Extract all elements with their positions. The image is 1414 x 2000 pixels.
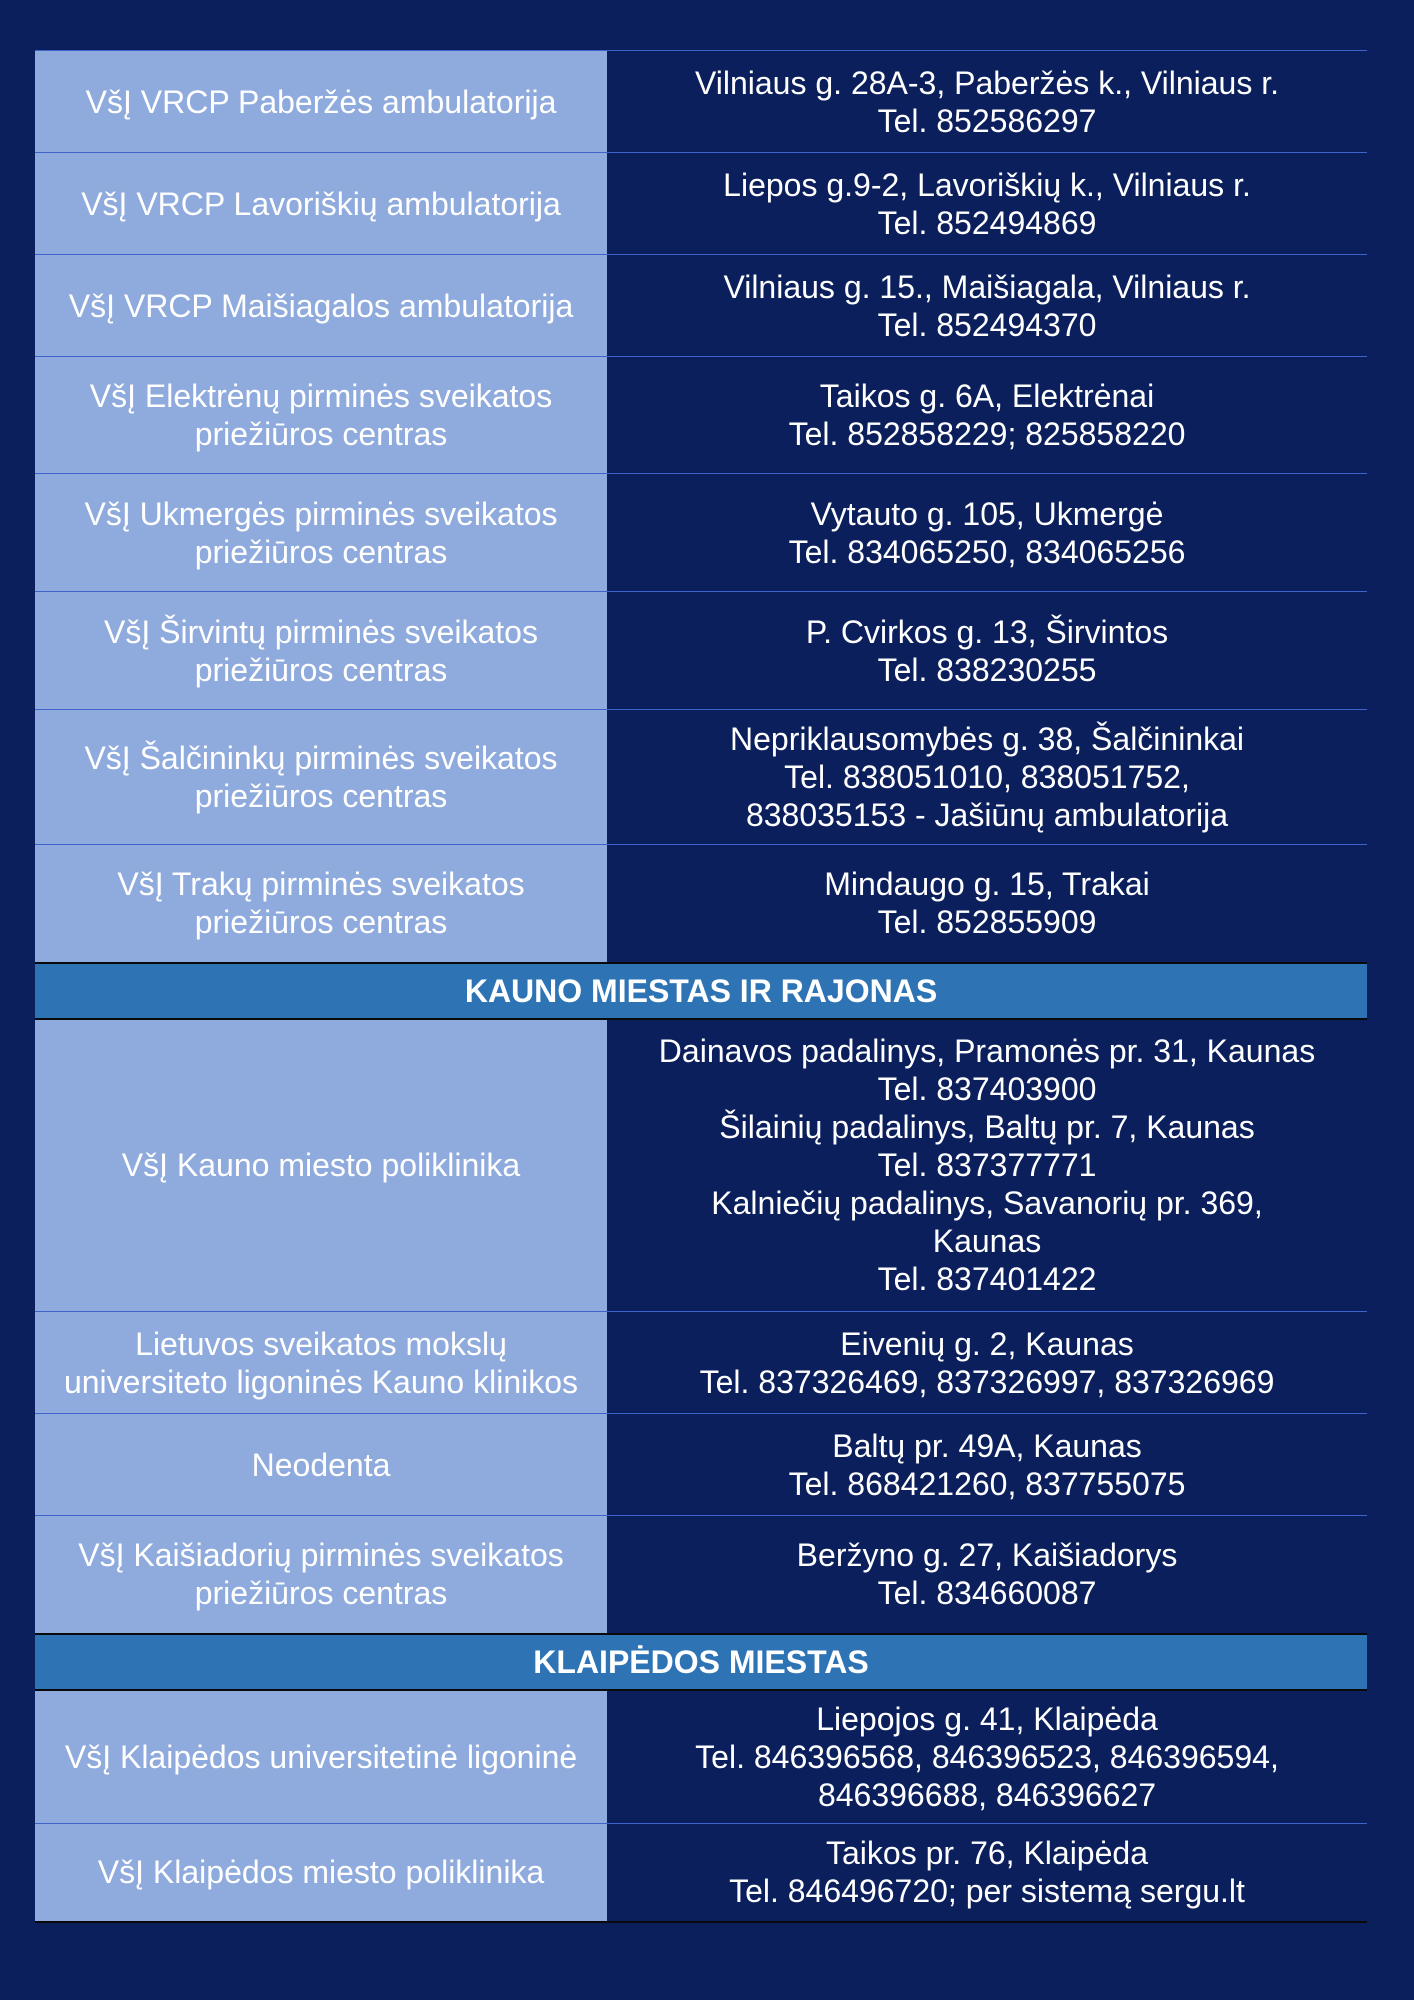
table-row: [35, 845, 1367, 963]
table-row: [35, 474, 1367, 592]
institution-name: VšĮ VRCP Lavoriškių ambulatorija: [35, 153, 607, 255]
table-row: [35, 255, 1367, 357]
institution-address: Baltų pr. 49A, Kaunas Tel. 868421260, 837755075: [607, 1414, 1367, 1516]
institution-address: Liepojos g. 41, Klaipėda Tel. 846396568, 846396523, 846396594, 846396688, 846396627: [607, 1690, 1367, 1824]
table-row: [35, 1824, 1367, 1922]
clinic-table: [35, 50, 1367, 1923]
institution-name: Lietuvos sveikatos mokslų universiteto ligoninės Kauno klinikos: [35, 1312, 607, 1414]
institution-address: Vilniaus g. 15., Maišiagala, Vilniaus r. Tel. 852494370: [607, 255, 1367, 357]
table-row: [35, 153, 1367, 255]
table-row: [35, 1312, 1367, 1414]
institution-name: VšĮ Trakų pirminės sveikatos priežiūros centras: [35, 845, 607, 963]
institution-name: VšĮ VRCP Maišiagalos ambulatorija: [35, 255, 607, 357]
table-row: [35, 357, 1367, 474]
institution-name: VšĮ Ukmergės pirminės sveikatos priežiūros centras: [35, 474, 607, 592]
table-row: [35, 1516, 1367, 1634]
institution-address: Eivenių g. 2, Kaunas Tel. 837326469, 837326997, 837326969: [607, 1312, 1367, 1414]
institution-address: Dainavos padalinys, Pramonės pr. 31, Kaunas Tel. 837403900 Šilainių padalinys, Baltų pr. 7, Kaunas Tel. 837377771 Kalniečių padalinys, Savanorių pr. 369, Kaunas Tel. 837401422: [607, 1019, 1367, 1312]
institution-name: VšĮ Širvintų pirminės sveikatos priežiūros centras: [35, 592, 607, 710]
section-title: KAUNO MIESTAS IR RAJONAS: [35, 963, 1367, 1019]
institution-name: VšĮ Kauno miesto poliklinika: [35, 1019, 607, 1312]
institution-name: VšĮ Kaišiadorių pirminės sveikatos priežiūros centras: [35, 1516, 607, 1634]
institution-address: Nepriklausomybės g. 38, Šalčininkai Tel. 838051010, 838051752, 838035153 - Jašiūnų ambulatorija: [607, 710, 1367, 845]
section-header-row: [35, 1634, 1367, 1690]
institution-address: Mindaugo g. 15, Trakai Tel. 852855909: [607, 845, 1367, 963]
institution-address: Taikos g. 6A, Elektrėnai Tel. 852858229; 825858220: [607, 357, 1367, 474]
table-row: [35, 592, 1367, 710]
institution-address: Beržyno g. 27, Kaišiadorys Tel. 834660087: [607, 1516, 1367, 1634]
institution-name: VšĮ Klaipėdos miesto poliklinika: [35, 1824, 607, 1922]
institution-address: P. Cvirkos g. 13, Širvintos Tel. 838230255: [607, 592, 1367, 710]
institution-address: Vilniaus g. 28A-3, Paberžės k., Vilniaus r. Tel. 852586297: [607, 51, 1367, 153]
institution-name: VšĮ VRCP Paberžės ambulatorija: [35, 51, 607, 153]
table-row: [35, 1690, 1367, 1824]
institution-name: Neodenta: [35, 1414, 607, 1516]
institution-name: VšĮ Šalčininkų pirminės sveikatos priežiūros centras: [35, 710, 607, 845]
section-title: KLAIPĖDOS MIESTAS: [35, 1634, 1367, 1690]
table-row: [35, 1414, 1367, 1516]
clinic-table-body: [35, 51, 1367, 1922]
institution-address: Vytauto g. 105, Ukmergė Tel. 834065250, 834065256: [607, 474, 1367, 592]
institution-name: VšĮ Klaipėdos universitetinė ligoninė: [35, 1690, 607, 1824]
institution-name: VšĮ Elektrėnų pirminės sveikatos priežiūros centras: [35, 357, 607, 474]
table-row: [35, 710, 1367, 845]
table-row: [35, 51, 1367, 153]
table-row: [35, 1019, 1367, 1312]
section-header-row: [35, 963, 1367, 1019]
institution-address: Taikos pr. 76, Klaipėda Tel. 846496720; per sistemą sergu.lt: [607, 1824, 1367, 1922]
institution-address: Liepos g.9-2, Lavoriškių k., Vilniaus r. Tel. 852494869: [607, 153, 1367, 255]
